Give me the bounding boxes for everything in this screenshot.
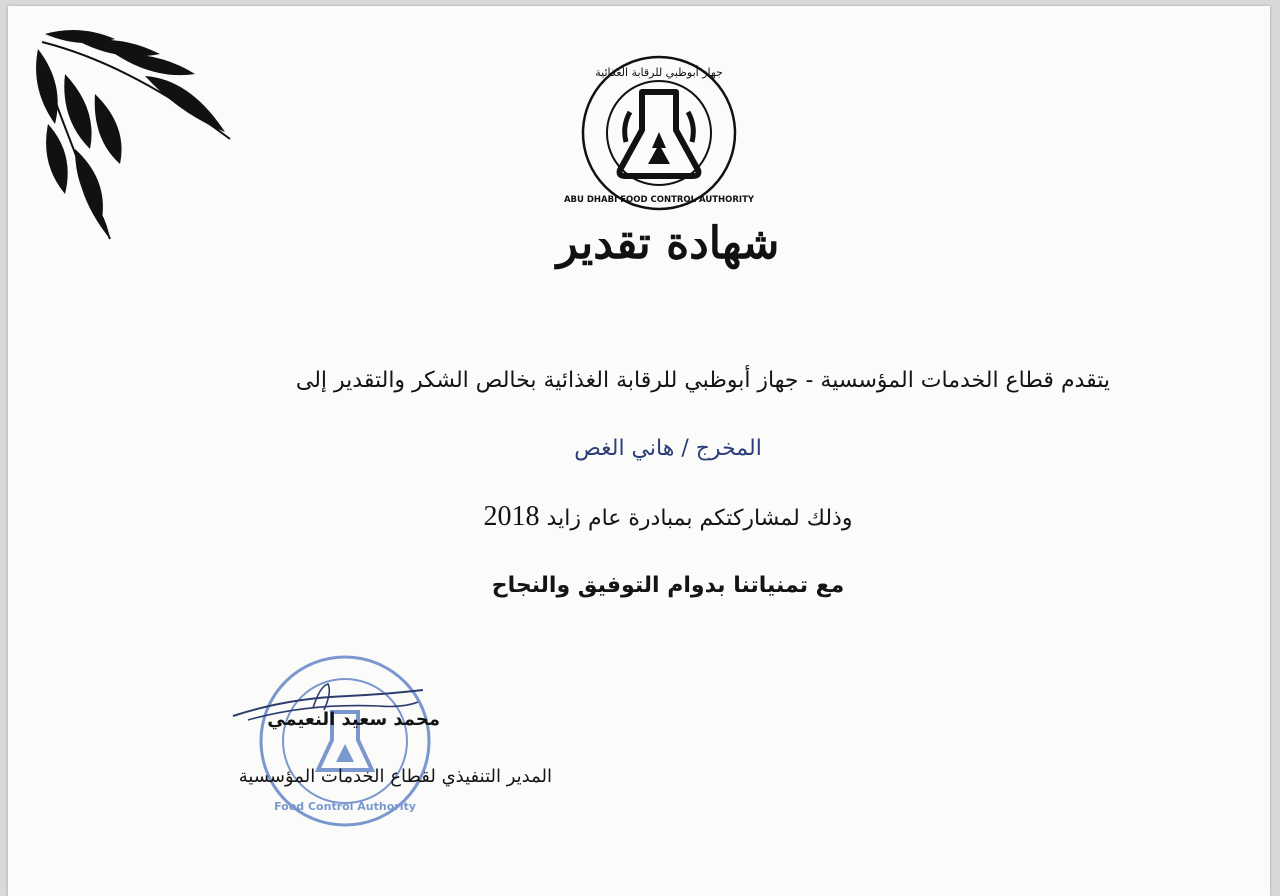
intro-text: يتقدم قطاع الخدمات المؤسسية - جهاز أبوظبي للرقابة الغذائية بخالص الشكر والتقدير إلى	[295, 368, 1110, 393]
wishes-text: مع تمنياتنا بدوام التوفيق والنجاح	[491, 573, 845, 598]
award-year: 2018	[483, 501, 540, 532]
recipient-name: المخرج / هاني الغص	[574, 436, 762, 461]
certificate-page	[8, 6, 1270, 896]
certificate-title: شهادة تقدير	[556, 218, 780, 269]
svg-text:جهاز أبوظبي للرقابة الغذائية: جهاز أبوظبي للرقابة الغذائية	[595, 66, 723, 79]
svg-text:Food Control Authority: Food Control Authority	[274, 800, 416, 813]
participation-text	[408, 501, 928, 533]
signatory-title: المدير التنفيذي لقطاع الخدمات المؤسسية	[238, 766, 552, 787]
signatory-name: محمد سعيد النعيمي	[267, 709, 440, 730]
svg-text:ABU DHABI FOOD CONTROL AUTHORI: ABU DHABI FOOD CONTROL AUTHORITY	[563, 195, 755, 205]
food-control-authority-logo	[563, 52, 755, 214]
participation-label: وذلك لمشاركتكم بمبادرة عام زايد	[546, 506, 853, 531]
wheat-ornament-icon	[20, 14, 235, 244]
